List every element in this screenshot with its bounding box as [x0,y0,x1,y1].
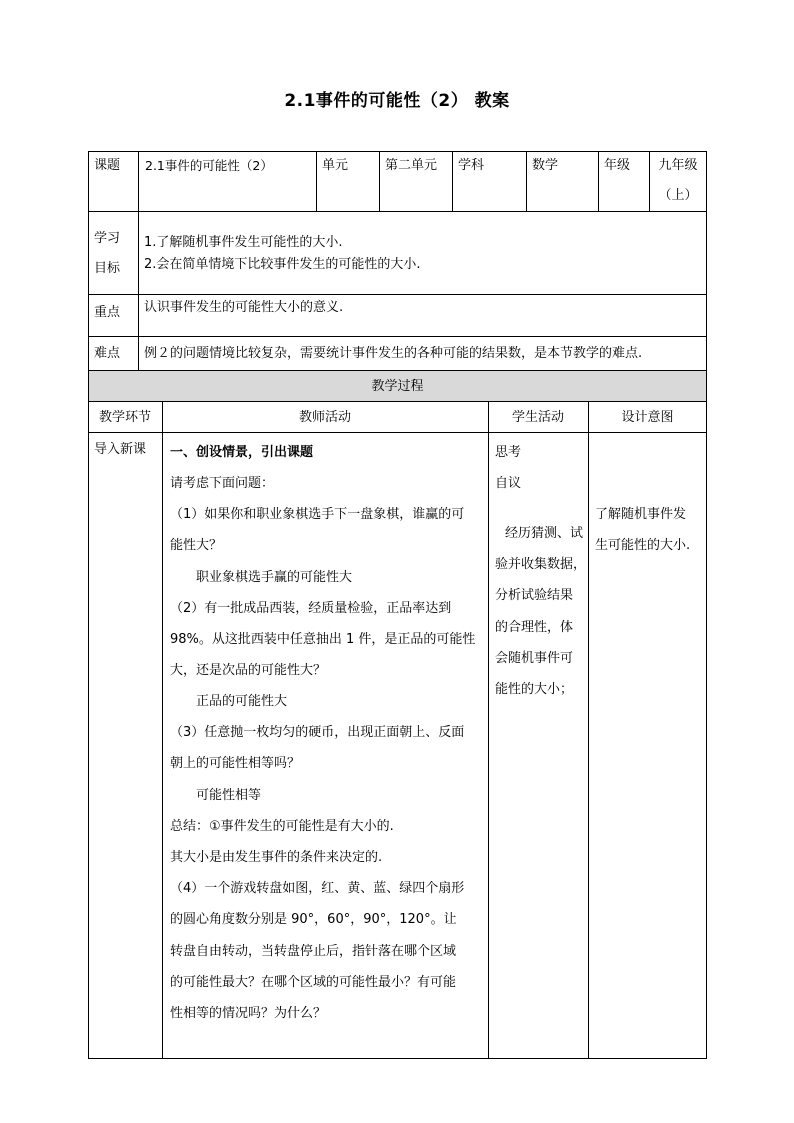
col-divider [452,151,453,211]
difficulty-text: 例２的问题情境比较复杂，需要统计事件发生的各种可能的结果数，是本节教学的难点. [144,346,643,361]
unit-value: 第二单元 [385,158,438,173]
student-line: 验并收集数据， [495,557,587,572]
column-header-design: 设计意图 [621,410,674,425]
row-divider [88,401,707,402]
grade-value-line2: （上） [658,188,698,203]
teacher-line: 能性大？ [170,538,223,553]
teacher-line: 总结：①事件发生的可能性是有大小的. [170,819,394,834]
teacher-line: （4）一个游戏转盘如图，红、黄、蓝、绿四个扇形 [170,881,465,896]
design-line: 生可能性的大小. [595,538,691,553]
column-header-teacher: 教师活动 [298,410,351,425]
student-line: 会随机事件可 [495,651,574,666]
col-divider [379,151,380,211]
teacher-line: （2）有一批成品西装，经质量检验，正品率达到 [170,601,452,616]
teacher-line: 的圆心角度数分别是 90°，60°，90°，120°。让 [170,912,457,927]
col-divider [316,151,317,211]
teacher-line: （3）任意抛一枚均匀的硬币，出现正面朝上、反面 [170,725,465,740]
col-divider [488,401,489,1059]
teacher-line: 大，还是次品的可能性大？ [170,663,327,678]
student-line: 的合理性，体 [495,620,574,635]
col-divider [162,401,163,1059]
course-value: 2.1事件的可能性（2） [145,158,273,173]
key-point-label: 重点 [94,305,121,320]
teacher-line: 其大小是由发生事件的条件来决定的. [170,850,383,865]
row-divider [88,211,707,212]
teacher-line: 一、创设情景，引出课题 [170,445,314,460]
column-header-stage: 教学环节 [98,410,151,425]
student-line: 经历猜测、试 [505,526,584,541]
student-line: 分析试验结果 [495,588,574,603]
teacher-line: 性相等的情况吗？为什么？ [170,1006,327,1021]
col-divider [598,151,599,211]
teacher-line: 可能性相等 [196,788,262,803]
teacher-line: 职业象棋选手赢的可能性大 [196,570,353,585]
teacher-line: 转盘自由转动，当转盘停止后，指针落在哪个区域 [170,944,457,959]
student-line: 能性的大小； [495,682,574,697]
student-line: 自议 [495,476,522,491]
course-label: 课题 [94,158,121,173]
teacher-line: 朝上的可能性相等吗？ [170,756,301,771]
unit-label: 单元 [322,158,349,173]
row-divider [88,432,707,433]
teacher-line: 正品的可能性大 [196,694,288,709]
page-title: 2.1事件的可能性（2） 教案 [284,91,510,111]
col-divider [526,151,527,211]
grade-label: 年级 [604,158,631,173]
key-point-text: 认识事件发生的可能性大小的意义. [144,300,344,315]
column-header-student: 学生活动 [511,410,564,425]
grade-value-line1: 九年级 [658,158,698,173]
difficulty-label: 难点 [94,346,121,361]
student-line: 思考 [495,445,522,460]
row-divider [88,294,707,295]
subject-label: 学科 [458,158,485,173]
teacher-line: 请考虑下面问题： [170,476,275,491]
row-divider [88,336,707,337]
process-heading: 教学过程 [371,379,424,394]
col-divider [138,151,139,370]
teacher-line: （1）如果你和职业象棋选手下一盘象棋，谁赢的可 [170,507,465,522]
stage-name: 导入新课 [94,442,147,457]
objective-item: 1.了解随机事件发生可能性的大小. [144,235,343,250]
design-line: 了解随机事件发 [595,507,687,522]
objectives-label-line2: 目标 [94,261,121,276]
teacher-line: 的可能性最大？在哪个区域的可能性最小？有可能 [170,975,457,990]
subject-value: 数学 [532,158,559,173]
objective-item: 2.会在简单情境下比较事件发生的可能性的大小. [144,257,421,272]
col-divider [588,401,589,1059]
teacher-line: 98%。从这批西装中任意抽出 1 件，是正品的可能性 [170,632,476,647]
objectives-label-line1: 学习 [94,231,121,246]
